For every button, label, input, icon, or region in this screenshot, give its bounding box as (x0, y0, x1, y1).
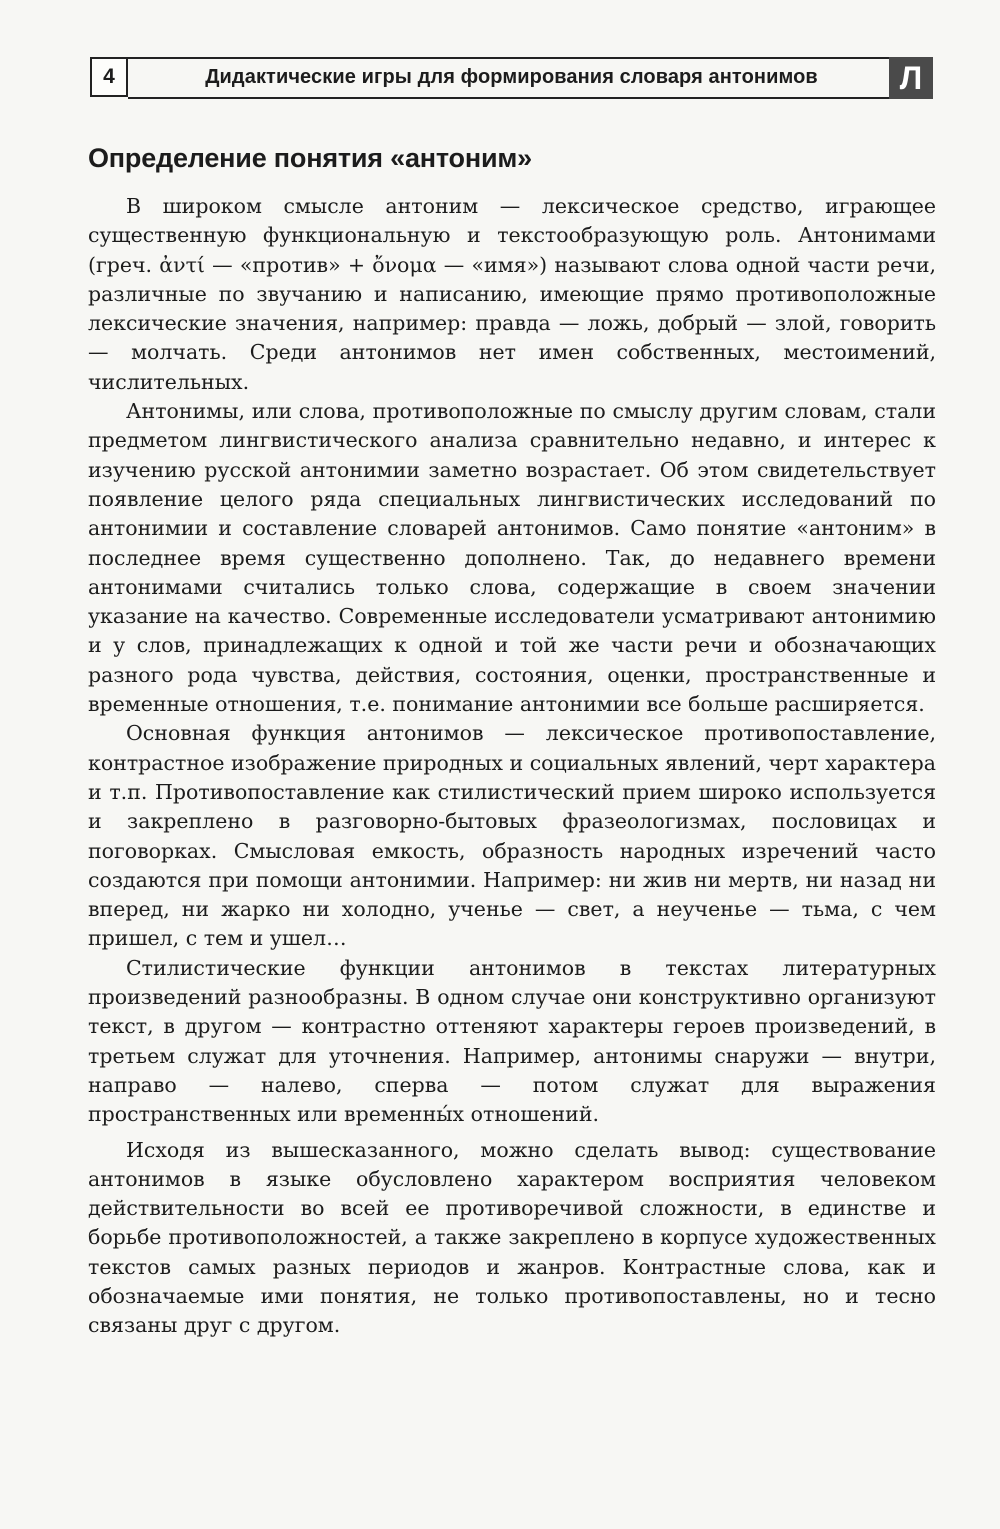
body-text (88, 192, 936, 1341)
section-title: Определение понятия «антоним» (88, 143, 532, 173)
running-header (90, 57, 933, 103)
publisher-logo-icon: Л (889, 57, 933, 99)
paragraph-4: Стилистические функции антонимов в текстах литературных произведений разнообразны. В одном случае они конструктивно организуют текст, в другом — контрастно оттеняют характеры героев произведений, в третьем служат для уточнения. Например, антонимы снаружи — внутри, направо — налево, сперва — потом служат для выражения пространственных или временны́х отношений. (88, 955, 936, 1127)
paragraph-5: Исходя из вышесказанного, можно сделать вывод: существование антонимов в языке обусловлено характером восприятия человеком действительности во всей ее противоречивой сложности, в единстве и борьбе противоположностей, а также закреплено в корпусе художественных текстов самых разных периодов и жанров. Контрастные слова, как и обозначаемые ими понятия, не только противопоставлены, но и тесно связаны друг с другом. (88, 1137, 936, 1338)
paragraph-1: В широком смысле антоним — лексическое средство, играющее существенную функциональную и текстообразующую роль. Антонимами (греч. ἀντί — «против» + ὄνομα — «имя») называют слова одной части речи, различные по звучанию и написанию, имеющие прямо противоположные лексические значения, например: правда — ложь, добрый — злой, говорить — молчать. Среди антонимов нет имен собственных, местоимений, числительных. (88, 194, 936, 394)
running-title: Дидактические игры для формирования словаря антонимов (205, 66, 818, 88)
paragraph-3: Основная функция антонимов — лексическое противопоставление, контрастное изображение природных и социальных явлений, черт характера и т.п. Противопоставление как стилистический прием широко используется и закреплено в разговорно-бытовых фразеологизмах, пословицах и поговорках. Смысловая емкость, образность народных изречений часто создаются при помощи антонимии. Например: ни жив ни мертв, ни назад ни вперед, ни жарко ни холодно, ученье — свет, а неученье — тьма, с чем пришел, с тем и ушел… (88, 721, 936, 951)
paragraph-2: Антонимы, или слова, противоположные по смыслу другим словам, стали предметом лингвистического анализа сравнительно недавно, и интерес к изучению русской антонимии заметно возрастает. Об этом свидетельствует появление целого ряда специальных лингвистических исследований по антонимии и составление словарей антонимов. Само понятие «антоним» в последнее время существенно дополнено. Так, до недавнего времени антонимами считались только слова, содержащие в своем значении указание на качество. Современные исследователи усматривают антонимию и у слов, принадлежащих к одной и той же части речи и обозначающих разного рода чувства, действия, состояния, оценки, пространственные и временные отношения, т.е. понимание антонимии все больше расширяется. (88, 399, 936, 717)
page-number: 4 (90, 57, 128, 97)
